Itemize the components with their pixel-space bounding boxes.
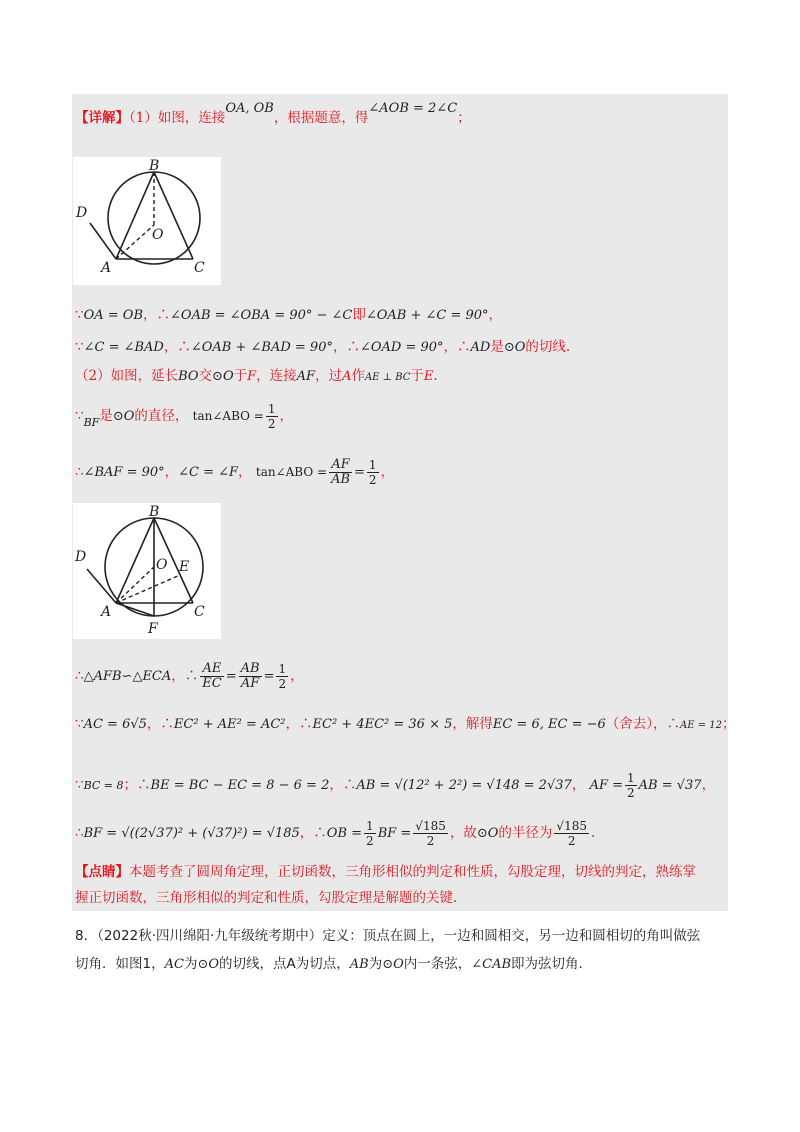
label-D: D bbox=[76, 205, 88, 221]
solution-line-1: 【详解】（1）如图，连接OA, OB，根据题意，得∠AOB = 2∠C； bbox=[75, 101, 471, 126]
solution-line-4: （2）如图，延长BO交⊙O于F，连接AF，过A作AE ⊥ BC于E. bbox=[75, 368, 438, 384]
solution-line-5: $\because_{BF}$是⊙O的直径， tan∠ABO = $\frac{1}{2}$ ， bbox=[75, 402, 293, 431]
solution-line-7: ∴△AFB∽△ECA，∴ $\frac{AE}{EC}$ = $\frac{AB}{AF}$ = $\frac{1}{2}$ ， bbox=[75, 661, 304, 691]
label-B: B bbox=[149, 504, 160, 520]
label-C: C bbox=[194, 604, 205, 620]
label-O: O bbox=[152, 227, 164, 243]
solution-line-2: ∵OA = OB，∴∠OAB = ∠OBA = 90° − ∠C即∠OAB + ∠C = 90°， bbox=[75, 307, 503, 323]
fraction: $\frac{1}{2}$ bbox=[267, 402, 276, 431]
solution-line-10: ∴BF = √((2√37)² + (√37)²) = √185，∴OB = $\frac{1}{2}$ BF = $\frac{√185}{2}$ ，故⊙O的半径为 $\frac{√185}{2}$ . bbox=[75, 819, 596, 848]
solution-line-9: ∵BC = 8；∴BE = BC − EC = 8 − 6 = 2，∴AB = √(12² + 2²) = √148 = 2√37， AF = $\frac{1}{2}$ AB = √37， bbox=[75, 771, 716, 800]
label-O: O bbox=[156, 557, 168, 573]
question-8-line-2: 切角．如图1，AC为⊙O的切线，点A为切点，AB为⊙O内一条弦，∠CAB即为弦切角. bbox=[75, 956, 583, 972]
solution-line-8: ∵AC = 6√5，∴EC² + AE² = AC²，∴EC² + 4EC² = 36 × 5，解得EC = 6, EC = −6（舍去），∴AE = 12； bbox=[75, 716, 736, 732]
question-8-line-1: 8．（2022秋·四川绵阳·九年级统考期中）定义：顶点在圆上，一边和圆相交，另一边和圆相切的角叫做弦 bbox=[75, 928, 701, 944]
detail-label: 【详解】 bbox=[75, 110, 129, 126]
figure-2 bbox=[73, 503, 221, 639]
solution-line-6: ∴∠BAF = 90°，∠C = ∠F， tan∠ABO = $\frac{AF}{AB}$ = $\frac{1}{2}$ ， bbox=[75, 457, 395, 487]
label-E: E bbox=[179, 559, 190, 575]
label-A: A bbox=[101, 604, 112, 620]
label-B: B bbox=[149, 158, 160, 174]
solution-line-12: 握正切函数，三角形相似的判定和性质，勾股定理是解题的关键. bbox=[75, 890, 458, 906]
label-C: C bbox=[194, 260, 205, 276]
label-F: F bbox=[148, 621, 158, 637]
figure-1 bbox=[73, 157, 221, 285]
note-label: 【点睛】 bbox=[75, 864, 129, 880]
label-D: D bbox=[75, 549, 87, 565]
solution-line-11: 【点睛】本题考查了圆周角定理，正切函数，三角形相似的判定和性质，勾股定理，切线的判定，熟练掌 bbox=[75, 864, 696, 880]
label-A: A bbox=[101, 260, 112, 276]
solution-line-3: ∵∠C = ∠BAD，∴∠OAB + ∠BAD = 90°，∴∠OAD = 90°，∴AD是⊙O的切线. bbox=[75, 339, 571, 355]
